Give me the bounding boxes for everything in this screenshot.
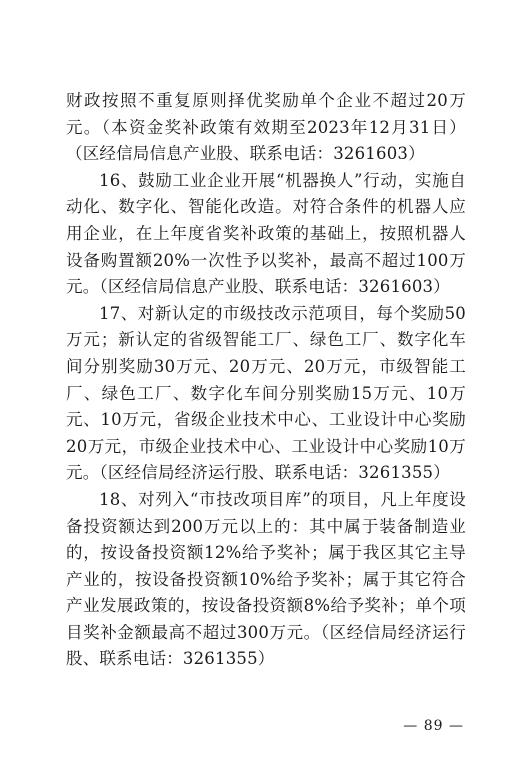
page-number: — 89 —	[403, 718, 464, 734]
paragraph-item-18: 18、对列入“市技改项目库”的项目，凡上年度设备投资额达到200万元以上的：其中属于装备制造业的，按设备投资额12%给予奖补；属于我区其它主导产业的，按设备投资额10%给予奖补；属于其它符合产业发展政策的，按设备投资额8%给予奖补；单个项目奖补金额最高不超过300万元。（区经信局经济运行股、联系电话：3261355）	[66, 489, 466, 669]
body-text	[66, 88, 466, 673]
paragraph-item-16: 16、鼓励工业企业开展“机器换人”行动，实施自动化、数字化、智能化改造。对符合条件的机器人应用企业，在上年度省奖补政策的基础上，按照机器人设备购置额20%一次性予以奖补，最高不超过100万元。（区经信局信息产业股、联系电话：3261603）	[66, 170, 466, 297]
paragraph-continued: 财政按照不重复原则择优奖励单个企业不超过20万元。（本资金奖补政策有效期至2023年12月31日）（区经信局信息产业股、联系电话：3261603）	[66, 91, 466, 164]
paragraph-item-17: 17、对新认定的市级技改示范项目，每个奖励50万元；新认定的省级智能工厂、绿色工厂、数字化车间分别奖励30万元、20万元、20万元，市级智能工厂、绿色工厂、数字化车间分别奖励15万元、10万元、10万元，省级企业技术中心、工业设计中心奖励20万元，市级企业技术中心、工业设计中心奖励10万元。（区经信局经济运行股、联系电话：3261355）	[66, 303, 466, 483]
